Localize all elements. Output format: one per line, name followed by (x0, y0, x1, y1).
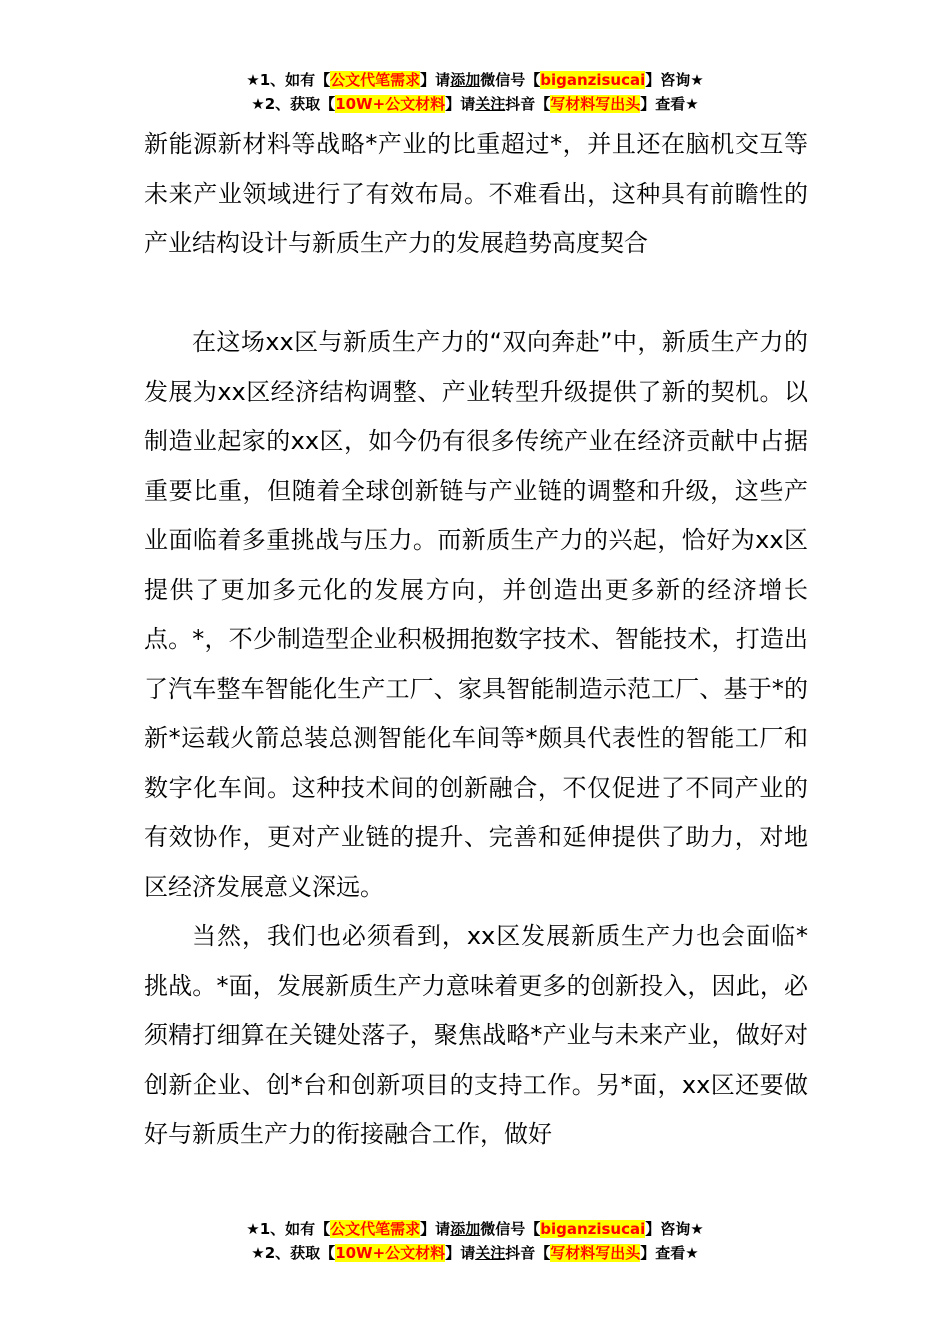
banner-text: 】咨询★ (645, 1220, 704, 1238)
banner-text: 】查看★ (640, 1244, 699, 1262)
banner-emphasis: 添加 (450, 1220, 481, 1238)
banner-text: 】请 (445, 1244, 476, 1262)
banner-text: ★2、获取【 (251, 1244, 336, 1262)
banner-text: 微信号【 (480, 71, 541, 89)
footer-banner-line-1 (0, 1217, 950, 1241)
banner-highlight: 公文代笔需求 (330, 1220, 421, 1238)
banner-text: 】请 (445, 95, 476, 113)
banner-text: ★1、如有【 (246, 1220, 331, 1238)
banner-highlight: 写材料写出头 (550, 95, 641, 113)
header-banner-line-2 (0, 92, 950, 116)
banner-highlight: 10W+公文材料 (335, 95, 446, 113)
banner-text: 】咨询★ (645, 71, 704, 89)
header-banner-line-1 (0, 68, 950, 92)
banner-text: 微信号【 (480, 1220, 541, 1238)
banner-highlight: biganzisucai (540, 71, 646, 89)
document-body (144, 120, 808, 1160)
header-banner (0, 68, 950, 116)
footer-banner-line-2 (0, 1241, 950, 1265)
banner-text: 抖音【 (505, 95, 551, 113)
footer-banner (0, 1217, 950, 1265)
banner-emphasis: 关注 (475, 1244, 506, 1262)
banner-text: ★2、获取【 (251, 95, 336, 113)
banner-emphasis: 添加 (450, 71, 481, 89)
banner-text: 】查看★ (640, 95, 699, 113)
banner-highlight: biganzisucai (540, 1220, 646, 1238)
banner-text: 抖音【 (505, 1244, 551, 1262)
banner-text: 】请 (420, 1220, 451, 1238)
banner-highlight: 公文代笔需求 (330, 71, 421, 89)
banner-emphasis: 关注 (475, 95, 506, 113)
paragraph-1: 新能源新材料等战略*产业的比重超过*，并且还在脑机交互等未来产业领域进行了有效布局。不难看出，这种具有前瞻性的产业结构设计与新质生产力的发展趋势高度契合 (144, 130, 808, 257)
banner-highlight: 10W+公文材料 (335, 1244, 446, 1262)
banner-text: 】请 (420, 71, 451, 89)
paragraph-2: 在这场xx区与新质生产力的“双向奔赴”中，新质生产力的发展为xx区经济结构调整、产业转型升级提供了新的契机。以制造业起家的xx区，如今仍有很多传统产业在经济贡献中占据重要比重，但随着全球创新链与产业链的调整和升级，这些产业面临着多重挑战与压力。而新质生产力的兴起，恰好为xx区提供了更加多元化的发展方向，并创造出更多新的经济增长点。*，不少制造型企业积极拥抱数字技术、智能技术，打造出了汽车整车智能化生产工厂、家具智能制造示范工厂、基于*的新*运载火箭总装总测智能化车间等*颇具代表性的智能工厂和数字化车间。这种技术间的创新融合，不仅促进了不同产业的有效协作，更对产业链的提升、完善和延伸提供了助力，对地区经济发展意义深远。 (144, 328, 808, 901)
banner-text: ★1、如有【 (246, 71, 331, 89)
banner-highlight: 写材料写出头 (550, 1244, 641, 1262)
paragraph-3: 当然，我们也必须看到，xx区发展新质生产力也会面临*挑战。*面，发展新质生产力意味着更多的创新投入，因此，必须精打细算在关键处落子，聚焦战略*产业与未来产业，做好对创新企业、创*台和创新项目的支持工作。另*面，xx区还要做好与新质生产力的衔接融合工作，做好 (144, 922, 808, 1148)
